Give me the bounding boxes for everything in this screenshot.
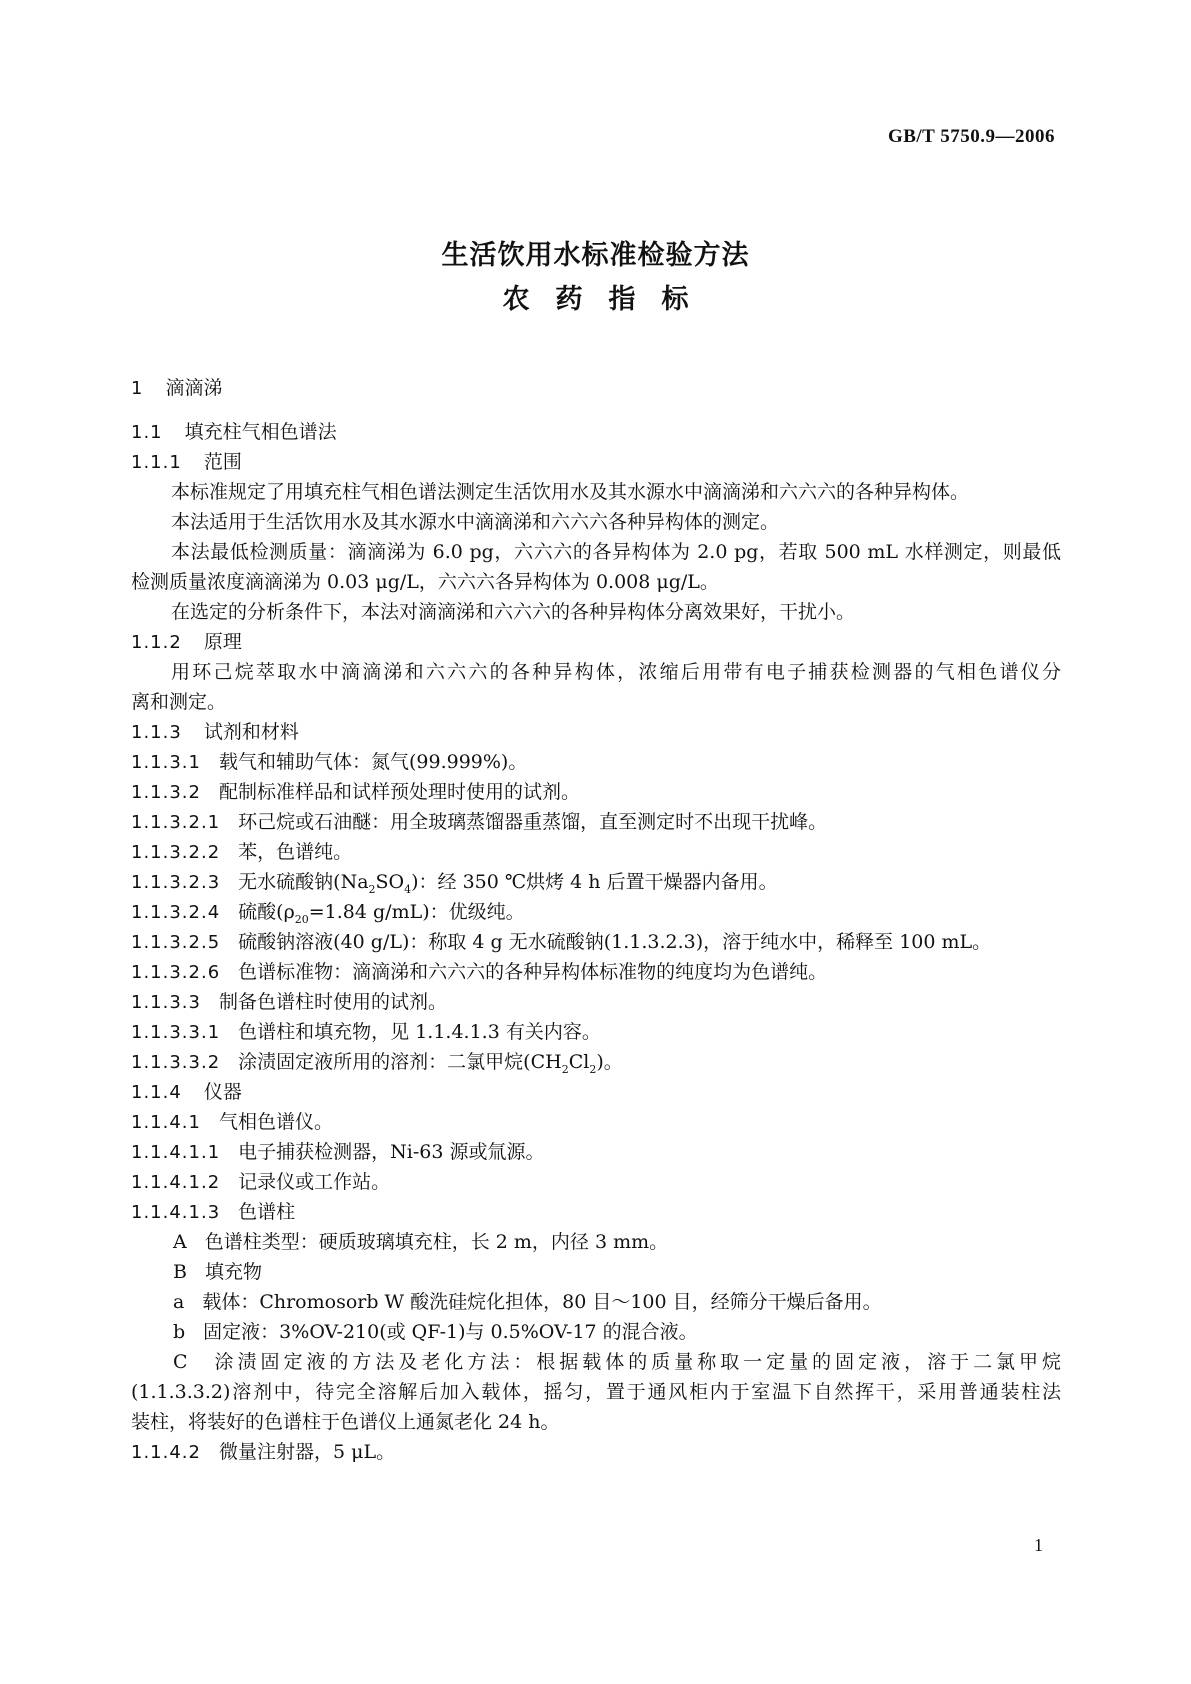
paragraph: 用环己烷萃取水中滴滴涕和六六六的各种异构体，浓缩后用带有电子捕获检测器的气相色谱仪分 — [171, 661, 1061, 683]
clause: 1.1.3.3 制备色谱柱时使用的试剂。 — [131, 991, 447, 1013]
section-heading: 1 滴滴涕 — [131, 377, 223, 399]
paragraph: 检测质量浓度滴滴涕为 0.03 μg/L，六六六各异构体为 0.008 μg/L。 — [131, 571, 719, 593]
clause: 1.1.3.3.1 色谱柱和填充物，见 1.1.4.1.3 有关内容。 — [131, 1021, 601, 1043]
paragraph: C 涂渍固定液的方法及老化方法：根据载体的质量称取一定量的固定液，溶于二氯甲烷 — [173, 1351, 1061, 1373]
document-subtitle: 农药指标 — [502, 284, 715, 315]
clause: 1.1.3.2.2 苯，色谱纯。 — [131, 841, 353, 863]
section-heading: 1.1.3 试剂和材料 — [131, 721, 299, 743]
clause: 1.1.3.1 载气和辅助气体：氮气(99.999%)。 — [131, 751, 528, 773]
clause: 1.1.3.2.6 色谱标准物：滴滴涕和六六六的各种异构体标准物的纯度均为色谱纯。 — [131, 961, 828, 983]
clause: 1.1.4.2 微量注射器，5 μL。 — [131, 1441, 396, 1463]
paragraph: 本法适用于生活饮用水及其水源水中滴滴涕和六六六各种异构体的测定。 — [171, 511, 780, 533]
paragraph: 本标准规定了用填充柱气相色谱法测定生活饮用水及其水源水中滴滴涕和六六六的各种异构体。 — [171, 481, 970, 503]
section-heading: 1.1.2 原理 — [131, 631, 242, 653]
document-title: 生活饮用水标准检验方法 — [441, 240, 750, 271]
paragraph: (1.1.3.3.2)溶剂中，待完全溶解后加入载体，摇匀，置于通风柜内于室温下自然挥干，采用普通装柱法 — [131, 1381, 1061, 1403]
clause: 1.1.3.2.4 硫酸($\rho_{20}=1.84$ g/mL)：优级纯。 — [131, 901, 525, 926]
section-heading: 1.1.1 范围 — [131, 451, 242, 473]
list-item: A 色谱柱类型：硬质玻璃填充柱，长 2 m，内径 3 mm。 — [173, 1231, 669, 1253]
section-heading: 1.1 填充柱气相色谱法 — [131, 421, 337, 443]
list-item: B 填充物 — [173, 1261, 262, 1283]
section-heading: 1.1.4 仪器 — [131, 1081, 242, 1103]
clause: 1.1.4.1.1 电子捕获检测器，Ni-63 源或氚源。 — [131, 1141, 545, 1163]
page-number: 1 — [1034, 1535, 1043, 1555]
document-body — [131, 373, 1061, 1467]
clause: 1.1.4.1.3 色谱柱 — [131, 1201, 296, 1223]
clause: 1.1.4.1 气相色谱仪。 — [131, 1111, 333, 1133]
list-item: a 载体：Chromosorb W 酸洗硅烷化担体，80 目～100 目，经筛分干燥后备用。 — [173, 1291, 882, 1313]
clause: 1.1.3.3.2 涂渍固定液所用的溶剂：二氯甲烷$(CH_2Cl_2)$。 — [131, 1051, 623, 1076]
clause: 1.1.3.2.1 环己烷或石油醚：用全玻璃蒸馏器重蒸馏，直至测定时不出现干扰峰。 — [131, 811, 828, 833]
paragraph: 本法最低检测质量：滴滴涕为 6.0 pg，六六六的各异构体为 2.0 pg，若取 500 mL 水样测定，则最低 — [171, 541, 1061, 563]
standard-code: GB/T 5750.9—2006 — [887, 126, 1055, 147]
paragraph: 装柱，将装好的色谱柱于色谱仪上通氮老化 24 h。 — [131, 1411, 560, 1433]
paragraph: 在选定的分析条件下，本法对滴滴涕和六六六的各种异构体分离效果好，干扰小。 — [171, 601, 856, 623]
clause: 1.1.3.2.5 硫酸钠溶液(40 g/L)：称取 4 g 无水硫酸钠(1.1.3.2.3)，溶于纯水中，稀释至 100 mL。 — [131, 931, 992, 953]
clause: 1.1.4.1.2 记录仪或工作站。 — [131, 1171, 391, 1193]
list-item: b 固定液：3%OV-210(或 QF-1)与 0.5%OV-17 的混合液。 — [173, 1321, 698, 1343]
clause: 1.1.3.2 配制标准样品和试样预处理时使用的试剂。 — [131, 781, 580, 803]
paragraph: 离和测定。 — [131, 691, 227, 713]
clause: 1.1.3.2.3 无水硫酸钠$(Na_2SO_4)$：经 350 ℃烘烤 4 h 后置干燥器内备用。 — [131, 871, 778, 896]
